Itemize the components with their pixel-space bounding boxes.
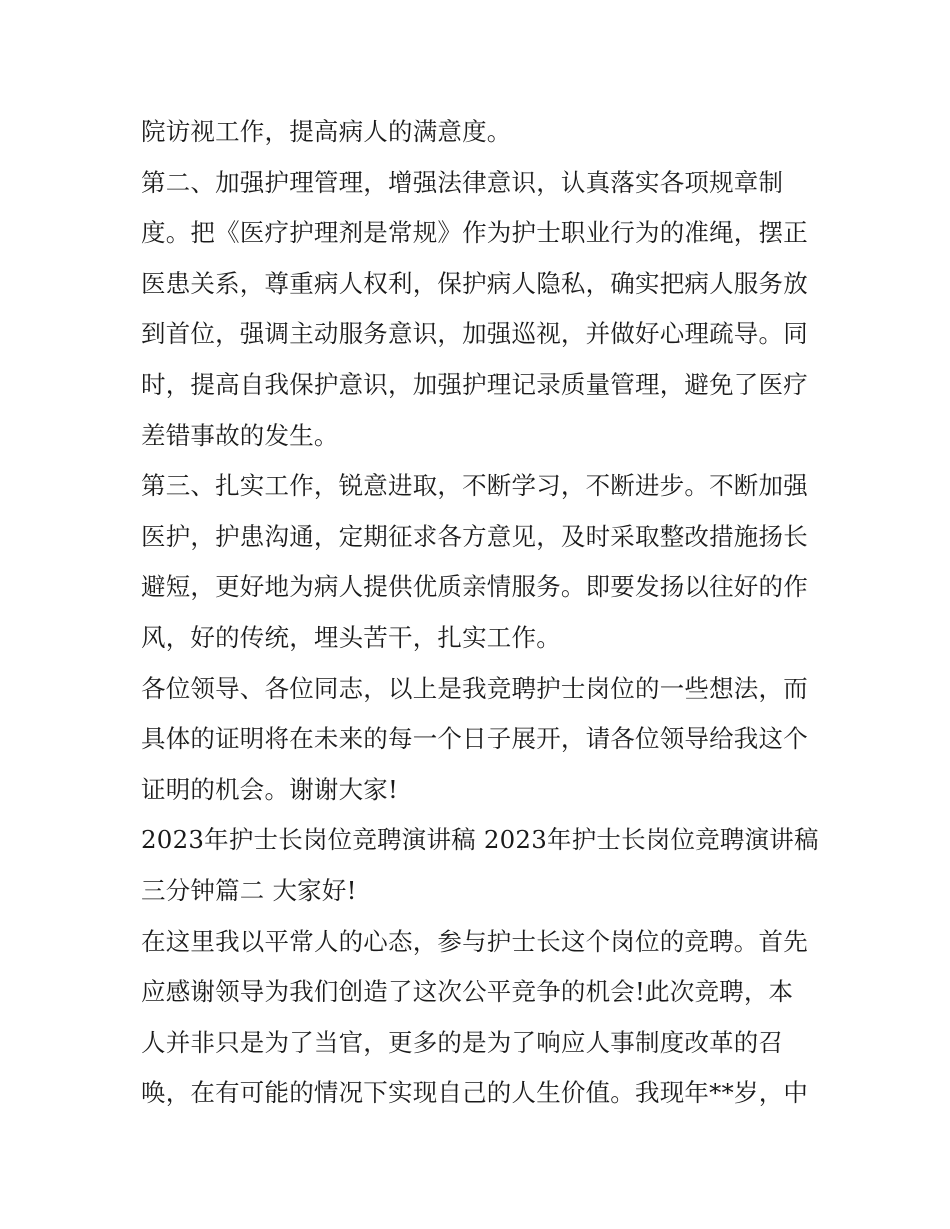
text-line: 医患关系，尊重病人权利，保护病人隐私，确实把病人服务放 bbox=[141, 268, 808, 298]
text-line: 证明的机会。谢谢大家! bbox=[141, 774, 399, 804]
text-line: 2023年护士长岗位竞聘演讲稿 2023年护士长岗位竞聘演讲稿 bbox=[141, 825, 819, 855]
text-line: 院访视工作，提高病人的满意度。 bbox=[141, 117, 512, 146]
text-line: 医护，护患沟通，定期征求各方意见，及时采取整改措施扬长 bbox=[141, 521, 808, 551]
text-line: 差错事故的发生。 bbox=[141, 420, 339, 450]
text-line: 时，提高自我保护意识，加强护理记录质量管理，避免了医疗 bbox=[141, 369, 808, 399]
text-line: 避短，更好地为病人提供优质亲情服务。即要发扬以往好的作 bbox=[141, 572, 808, 602]
text-line: 第三、扎实工作，锐意进取，不断学习，不断进步。不断加强 bbox=[141, 471, 808, 501]
text-line: 风，好的传统，埋头苦干，扎实工作。 bbox=[141, 622, 561, 652]
document-body bbox=[141, 107, 821, 1119]
text-line: 在这里我以平常人的心态，参与护士长这个岗位的竞聘。首先 bbox=[141, 926, 808, 956]
text-line: 具体的证明将在未来的每一个日子展开，请各位领导给我这个 bbox=[141, 724, 808, 754]
text-line: 应感谢领导为我们创造了这次公平竞争的机会!此次竞聘，本 bbox=[141, 977, 794, 1007]
text-line: 人并非只是为了当官，更多的是为了响应人事制度改革的召 bbox=[141, 1027, 784, 1057]
text-line: 各位领导、各位同志，以上是我竞聘护士岗位的一些想法，而 bbox=[141, 673, 808, 703]
text-line: 三分钟篇二 大家好! bbox=[141, 875, 357, 905]
text-line: 到首位，强调主动服务意识，加强巡视，并做好心理疏导。同 bbox=[141, 319, 808, 349]
text-line: 第二、加强护理管理，增强法律意识，认真落实各项规章制 bbox=[141, 167, 784, 197]
text-line: 唤，在有可能的情况下实现自己的人生价值。我现年**岁，中 bbox=[141, 1078, 809, 1108]
text-line: 度。把《医疗护理剂是常规》作为护士职业行为的准绳，摆正 bbox=[141, 218, 808, 248]
